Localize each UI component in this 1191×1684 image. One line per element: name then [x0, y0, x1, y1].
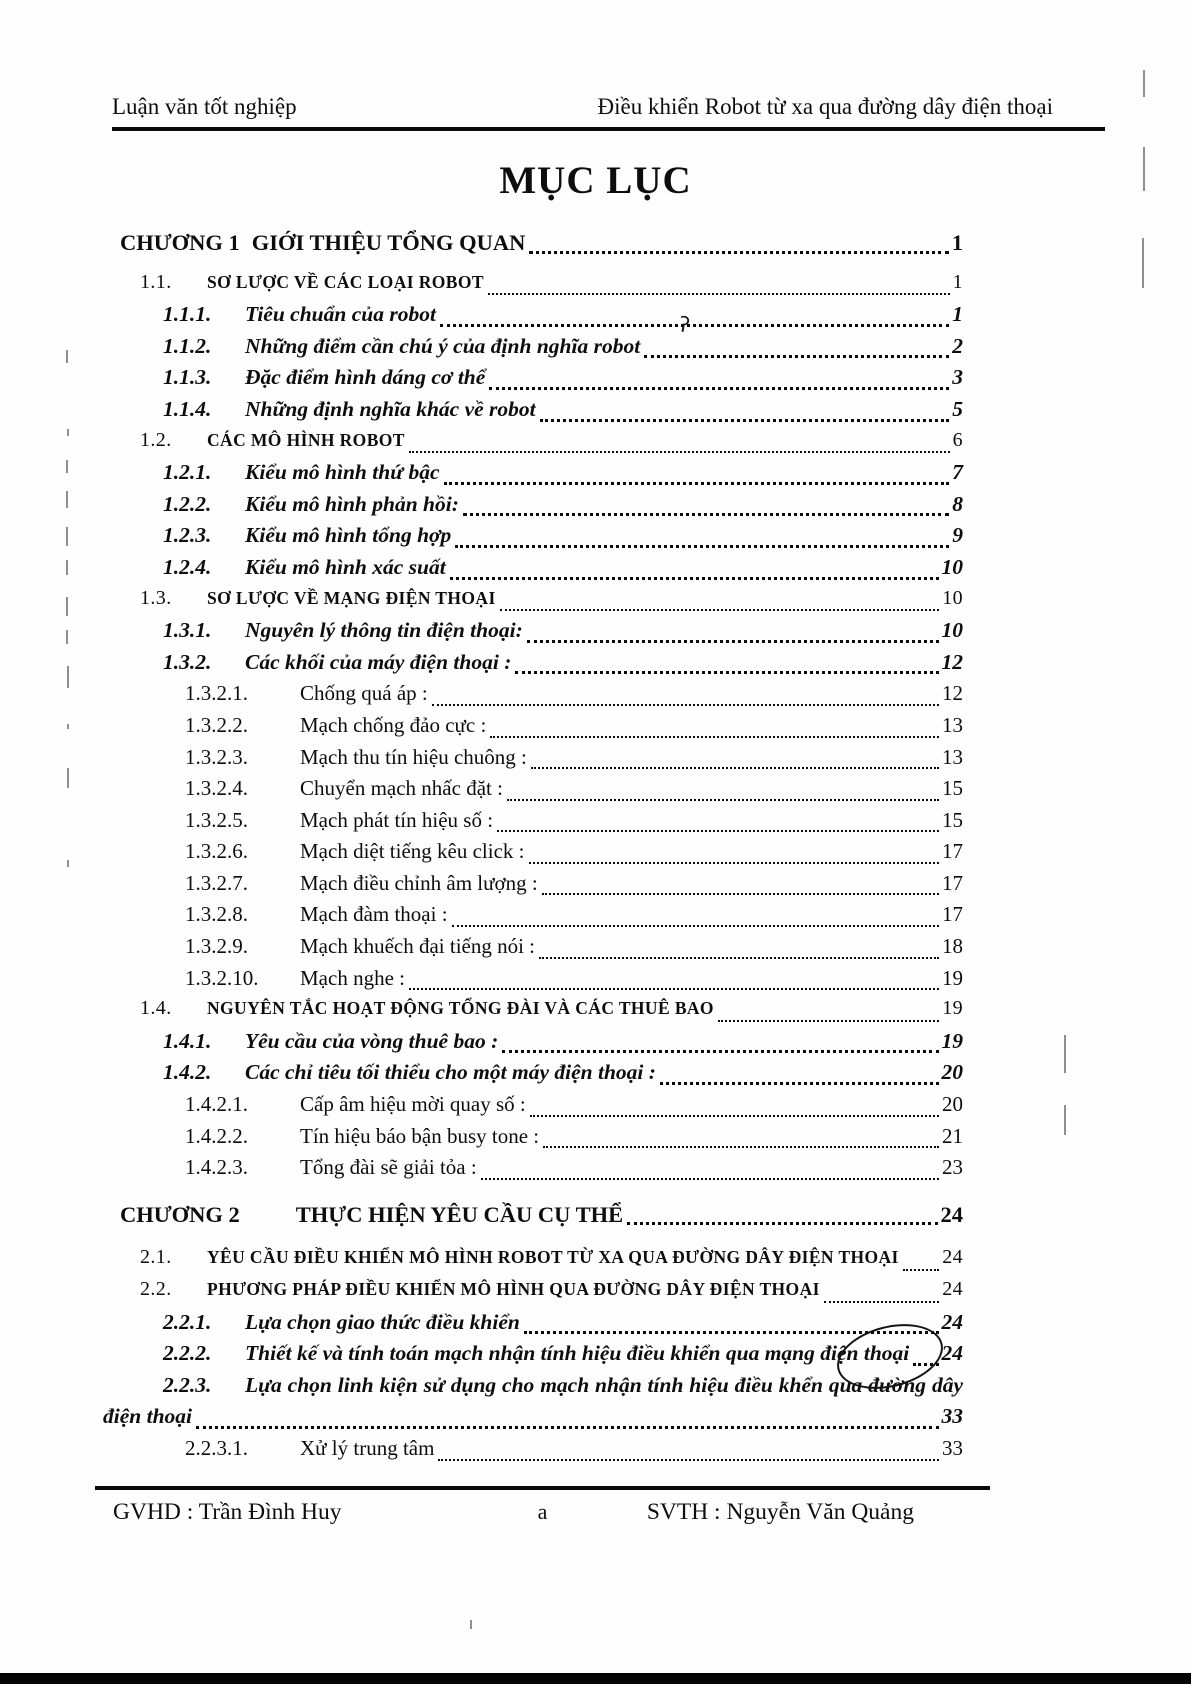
dot-leader	[529, 862, 939, 864]
toc-entry	[120, 397, 963, 429]
toc-entry-page-number: 24	[941, 1309, 963, 1334]
toc-entry-title: Tiêu chuẩn của robot	[245, 302, 436, 327]
toc-entry-page-number: 6	[952, 428, 963, 451]
toc-entry-number: 1.1.2.	[163, 333, 212, 358]
dot-leader	[531, 767, 939, 769]
toc-entry-number: 1.2.1.	[163, 460, 212, 485]
dot-leader	[540, 419, 950, 422]
toc-entry	[120, 618, 963, 650]
toc-entry-title: Kiểu mô hình thứ bậc	[245, 460, 440, 485]
dot-leader	[463, 513, 949, 516]
scan-artifact	[67, 724, 69, 729]
dot-leader	[539, 957, 939, 959]
toc-entry	[120, 1310, 963, 1342]
dot-leader	[527, 640, 939, 643]
toc-entry	[120, 302, 963, 334]
dot-leader	[903, 1269, 939, 1271]
toc-entry-title: điện thoại	[103, 1404, 193, 1429]
scan-artifact	[66, 560, 68, 575]
page-footer	[95, 1486, 990, 1526]
toc-entry-title: Mạch đàm thoại :	[300, 902, 448, 927]
toc-entry-title: Nguyên lý thông tin điện thoại:	[245, 618, 523, 643]
toc-entry	[120, 230, 963, 262]
toc-entry-title: Chuyển mạch nhấc đặt :	[300, 776, 503, 801]
toc-entry-number: 1.3.2.7.	[185, 870, 248, 895]
toc-entry-number: 1.4.2.1.	[185, 1092, 248, 1117]
toc-entry	[120, 492, 963, 524]
toc-entry	[120, 523, 963, 555]
toc-entry-page-number: 17	[942, 870, 963, 895]
page-header	[112, 94, 1105, 131]
toc-entry	[120, 271, 963, 303]
dot-leader	[409, 988, 939, 990]
toc-entry-number: 1.3.2.4.	[185, 776, 248, 801]
toc-entry-title: Mạch khuếch đại tiếng nói :	[300, 934, 536, 959]
toc-entry	[120, 1092, 963, 1124]
toc-entry-number: 1.3.1.	[163, 618, 212, 643]
toc-entry-title: Các khối của máy điện thoại :	[245, 649, 512, 674]
header-left-text: Luận văn tốt nghiệp	[112, 94, 297, 119]
toc-entry-title: Lựa chọn linh kiện sử dụng cho mạch nhận tính hiệu điều khển qua đường dây	[245, 1372, 963, 1397]
toc-entry-number: CHƯƠNG 2	[120, 1201, 240, 1227]
toc-entry-number: 1.3.	[140, 586, 172, 609]
toc-entry-title: Lựa chọn giao thức điều khiển	[245, 1309, 520, 1334]
scan-artifact	[66, 630, 68, 644]
toc-entry	[120, 1373, 963, 1405]
dot-leader	[824, 1301, 939, 1303]
toc-entry-title: Yêu cầu của vòng thuê bao :	[245, 1028, 499, 1053]
toc-entry-title: CÁC MÔ HÌNH ROBOT	[207, 429, 405, 450]
scan-artifact	[67, 860, 69, 867]
toc-entry	[120, 587, 963, 619]
toc-entry-title: Tín hiệu báo bận busy tone :	[300, 1123, 540, 1148]
toc-entry-title: SƠ LƯỢC VỀ MẠNG ĐIỆN THOẠI	[207, 587, 496, 608]
dot-leader	[529, 251, 948, 254]
toc-entry-number: 1.2.3.	[163, 523, 212, 548]
toc-entry-number: 2.2.1.	[163, 1309, 212, 1334]
toc-entry-number: 1.3.2.3.	[185, 744, 248, 769]
toc-entry	[120, 650, 963, 682]
toc-entry	[120, 871, 963, 903]
toc-entry	[120, 334, 963, 366]
toc-entry-title: Mạch chống đảo cực :	[300, 712, 487, 737]
footer-student: SVTH : Nguyễn Văn Quảng	[646, 1499, 914, 1525]
toc-entry	[120, 555, 963, 587]
toc-entry	[120, 808, 963, 840]
dot-leader	[543, 1146, 939, 1148]
toc-entry-page-number: 1	[951, 230, 963, 255]
toc-entry-page-number: 24	[940, 1201, 963, 1227]
toc-entry-page-number: 19	[942, 997, 963, 1020]
toc-entry-number: 1.3.2.1.	[185, 681, 248, 706]
toc-entry-number: 1.2.4.	[163, 554, 212, 579]
toc-entry-number: 1.3.2.8.	[185, 902, 248, 927]
toc-entry-title: SƠ LƯỢC VỀ CÁC LOẠI ROBOT	[207, 271, 484, 292]
toc-entry-page-number: 33	[941, 1404, 963, 1429]
toc-entry-title: Mạch điều chỉnh âm lượng :	[300, 870, 538, 895]
handwritten-question-mark: ʔ	[677, 312, 692, 338]
dot-leader	[432, 704, 939, 706]
toc-entry-page-number: 23	[942, 1155, 963, 1180]
toc-entry-page-number: 19	[942, 965, 963, 990]
page-title: MỤC LỤC	[499, 159, 692, 202]
toc-entry-title: Kiểu mô hình tổng hợp	[245, 523, 452, 548]
toc-entry-page-number: 24	[942, 1246, 963, 1269]
toc-entry	[120, 934, 963, 966]
toc-entry-number: 1.4.2.3.	[185, 1155, 248, 1180]
dot-leader	[488, 293, 950, 295]
toc-entry-page-number: 13	[942, 712, 963, 737]
toc-entry	[120, 1060, 963, 1092]
dot-leader	[490, 736, 939, 738]
toc-entry-title: Cấp âm hiệu mời quay số :	[300, 1092, 526, 1117]
toc-entry-title: Kiểu mô hình phản hồi:	[245, 491, 459, 516]
scan-artifact	[1143, 147, 1145, 191]
dot-leader	[507, 799, 939, 801]
scan-artifact	[66, 597, 68, 616]
dot-leader	[718, 1020, 939, 1022]
toc-entry	[120, 460, 963, 492]
toc-entry	[120, 902, 963, 934]
dot-leader	[450, 577, 939, 580]
scan-artifact	[66, 350, 68, 363]
toc-entry-title: Các chỉ tiêu tối thiểu cho một máy điện thoại :	[245, 1060, 656, 1085]
toc-entry-number: 2.1.	[140, 1246, 172, 1269]
toc-entry-page-number: 24	[941, 1341, 963, 1366]
toc-entry-number: 1.3.2.9.	[185, 934, 248, 959]
toc-entry-number: 2.2.2.	[163, 1341, 212, 1366]
toc-entry-page-number: 5	[952, 396, 963, 421]
toc-entry-page-number: 20	[941, 1060, 963, 1085]
toc-entry-number: 1.3.2.	[163, 649, 212, 674]
toc-entry-number: 1.4.2.2.	[185, 1123, 248, 1148]
toc-entry-page-number: 20	[942, 1092, 963, 1117]
footer-page-letter: a	[537, 1499, 548, 1524]
toc-entry	[120, 1436, 963, 1468]
toc-entry-page-number: 19	[941, 1028, 963, 1053]
dot-leader	[409, 451, 950, 453]
toc-entry	[120, 1278, 963, 1310]
toc-entry-number: 1.4.1.	[163, 1028, 212, 1053]
toc-entry-title: Mạch diệt tiếng kêu click :	[300, 839, 525, 864]
toc-entry-number: 1.3.2.6.	[185, 839, 248, 864]
scan-artifact	[66, 527, 68, 546]
dot-leader	[452, 925, 939, 927]
toc-entry-page-number: 3	[952, 365, 963, 390]
scanner-edge-bar	[0, 1673, 1191, 1684]
dot-leader	[481, 1178, 939, 1180]
toc-entry-title: GIỚI THIỆU TỔNG QUAN	[251, 230, 526, 255]
toc-entry-page-number: 24	[942, 1278, 963, 1300]
toc-entry-number: 1.1.	[140, 270, 172, 293]
scan-artifact	[67, 666, 69, 688]
toc-entry-number: 1.1.1.	[163, 302, 212, 327]
toc-entry-title: PHƯƠNG PHÁP ĐIỀU KHIỂN MÔ HÌNH QUA ĐƯỜNG DÂY ĐIỆN THOẠI	[207, 1279, 820, 1299]
scan-artifact	[66, 460, 68, 473]
toc-entry	[120, 776, 963, 808]
scan-artifact	[1143, 70, 1145, 97]
toc-entry-page-number: 10	[941, 618, 963, 643]
toc-entry-page-number: 12	[942, 681, 963, 706]
dot-leader	[530, 1115, 939, 1117]
dot-leader	[440, 324, 949, 327]
dot-leader	[542, 893, 939, 895]
scan-artifact	[1064, 1105, 1066, 1135]
toc-entry-number: 1.4.	[140, 997, 172, 1020]
toc-entry-page-number: 1	[952, 270, 963, 293]
dot-leader	[196, 1426, 938, 1429]
toc-entry-title: Mạch thu tín hiệu chuông :	[300, 744, 527, 769]
toc-entry-page-number: 2	[952, 333, 963, 358]
toc-entry	[120, 745, 963, 777]
toc-entry-page-number: 12	[941, 649, 963, 674]
scan-artifact	[67, 768, 69, 788]
toc-entry-number: 1.3.2.5.	[185, 807, 248, 832]
header-right-text: Điều khiển Robot từ xa qua đường dây điện thoại	[597, 94, 1053, 119]
toc-entry-title: NGUYÊN TẮC HOẠT ĐỘNG TỔNG ĐÀI VÀ CÁC THUÊ BAO	[207, 998, 714, 1019]
toc-entry-page-number: 15	[942, 807, 963, 832]
toc-entry-title: Tổng đài sẽ giải tỏa :	[300, 1155, 477, 1180]
toc-entry-title: Mạch nghe :	[300, 965, 405, 990]
toc-entry	[103, 1404, 963, 1436]
toc-entry	[120, 1029, 963, 1061]
toc-entry	[120, 713, 963, 745]
toc-entry-page-number: 15	[942, 776, 963, 801]
toc-entry-page-number: 1	[952, 302, 963, 327]
toc-entry-title: Mạch phát tín hiệu số :	[300, 807, 494, 832]
toc-entry-page-number: 7	[952, 460, 963, 485]
toc-entry-title: Thiết kế và tính toán mạch nhận tính hiệu điều khiển qua mạng điện thoại	[245, 1341, 910, 1366]
toc-entry-number: 2.2.3.	[163, 1372, 212, 1397]
scan-artifact	[1142, 238, 1144, 288]
toc-entry-title: Xử lý trung tâm	[300, 1435, 435, 1460]
toc-entry-page-number: 18	[942, 934, 963, 959]
toc-entry-number: 1.1.4.	[163, 396, 212, 421]
toc-entry-title: THỰC HIỆN YÊU CẦU CỤ THỂ	[295, 1201, 624, 1227]
toc-entry-page-number: 10	[941, 554, 963, 579]
toc-entry-page-number: 21	[942, 1123, 963, 1148]
dot-leader	[502, 1050, 938, 1053]
dot-leader	[515, 671, 938, 674]
toc-entry-title: Những điểm cần chú ý của định nghĩa robot	[245, 333, 641, 358]
toc-entry-number: 2.2.3.1.	[185, 1435, 248, 1460]
toc-entry-title: Những định nghĩa khác về robot	[245, 396, 536, 421]
toc-entry-page-number: 17	[942, 839, 963, 864]
toc-entry	[120, 1202, 963, 1234]
dot-leader	[644, 355, 949, 358]
toc-entry-number: 1.2.2.	[163, 491, 212, 516]
toc-entry-number: 2.2.	[140, 1278, 172, 1300]
toc-entry	[120, 1124, 963, 1156]
toc-entry-number: 1.4.2.	[163, 1060, 212, 1085]
dot-leader	[444, 482, 950, 485]
toc-entry-page-number: 8	[952, 491, 963, 516]
toc-entry	[120, 1246, 963, 1278]
toc-entry	[120, 966, 963, 998]
toc-entry-title: YÊU CẦU ĐIỀU KHIỂN MÔ HÌNH ROBOT TỪ XA QUA ĐƯỜNG DÂY ĐIỆN THOẠI	[207, 1247, 899, 1268]
dot-leader	[489, 387, 949, 390]
toc-entry-title: Chống quá áp :	[300, 681, 428, 706]
toc-entry-number: CHƯƠNG 1	[120, 230, 240, 255]
scan-artifact	[470, 1620, 472, 1629]
toc-entry	[120, 681, 963, 713]
toc-entry	[120, 429, 963, 461]
toc-entry-page-number: 17	[942, 902, 963, 927]
toc-entry-number: 1.2.	[140, 428, 172, 451]
scan-artifact	[67, 429, 69, 436]
toc-entry	[120, 1155, 963, 1187]
dot-leader	[500, 609, 940, 611]
dot-leader	[660, 1082, 939, 1085]
dot-leader	[455, 545, 949, 548]
toc-entry-page-number: 10	[942, 586, 963, 609]
toc-entry-number: 1.3.2.2.	[185, 712, 248, 737]
toc-entry	[120, 997, 963, 1029]
toc-entry-page-number: 13	[942, 744, 963, 769]
toc-entry-title: Kiểu mô hình xác suất	[245, 554, 446, 579]
toc-entry-page-number: 33	[942, 1435, 963, 1460]
dot-leader	[438, 1459, 939, 1461]
toc-entry	[120, 365, 963, 397]
footer-advisor: GVHD : Trần Đình Huy	[113, 1499, 342, 1525]
scan-artifact	[66, 491, 68, 508]
scan-artifact	[1064, 1035, 1066, 1073]
toc-entry-title: Đặc điểm hình dáng cơ thể	[245, 365, 486, 390]
dot-leader	[627, 1222, 937, 1225]
toc-entry-number: 1.1.3.	[163, 365, 212, 390]
table-of-contents	[103, 224, 963, 1468]
toc-entry-number: 1.3.2.10.	[185, 965, 259, 990]
toc-entry-page-number: 9	[952, 523, 963, 548]
toc-entry	[120, 839, 963, 871]
dot-leader	[497, 830, 939, 832]
